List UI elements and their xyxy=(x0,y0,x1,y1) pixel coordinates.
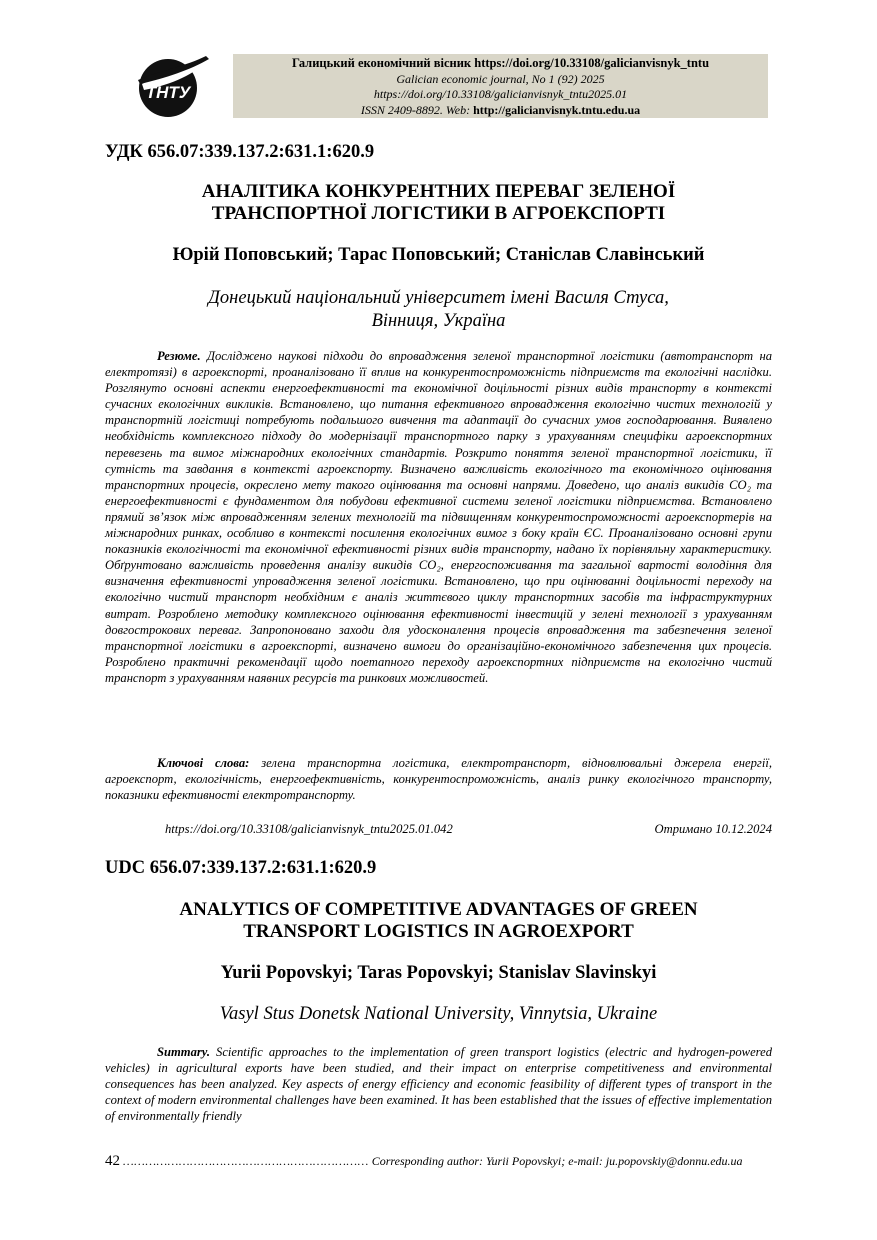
abstract-ua xyxy=(105,348,772,686)
abstract-ua-label: Резюме. xyxy=(157,349,201,363)
article-doi-link[interactable]: https://doi.org/10.33108/galicianvisnyk_tntu2025.01.042 xyxy=(165,822,453,836)
title-ua-line1: АНАЛІТИКА КОНКУРЕНТНИХ ПЕРЕВАГ ЗЕЛЕНОЇ xyxy=(201,181,676,202)
affiliation-ua xyxy=(105,287,772,333)
summary-en-text: Scientific approaches to the implementation of green transport logistics (electric and hydrogen-powered vehicles) in agricultural exports have been studied, and their impact on enterprise competitiveness and environmental consequences has been analyzed. Key aspects of energy efficiency and economic feasibility of different types of transport in the context of modern environmental challenges have been examined. It has been established that the issues of effective implementation of environmentally friendly xyxy=(105,1045,772,1124)
journal-header xyxy=(233,54,768,118)
abstract-ua-text: Досліджено наукові підходи до впровадження зеленої транспортної логістики (автотранспорт на електротязі) в агроекспорті, проаналізовано її вплив на конкурентоспроможність підприємств та екологічні наслідки. Розглянуто основні аспекти енергоефективності та економічної доцільності різних видів транспорту в контексті сучасних екологічних викликів. Встановлено, що питання ефективного впровадження екологічно чистих технологій у транспортній логістиці потребують подальшого вивчення та адаптації до сучасних умов господарювання. Виявлено необхідність комплексного підходу до модернізації транспортного парку з урахуванням специфіки агроекспортних перевезень та вимог міжнародних екологічних стандартів. Розкрито поняття зеленої транспортної логістики, її сутність та завдання в контексті агроекспорту. Визначено важливість екологічного та економічного оцінювання транспортних процесів, окреслено мету такого оцінювання та основні напрями. Доведено, що аналіз викидів CO₂ та енергоефективності є фундаментом для побудови ефективної системи зеленої логістики підприємства. Встановлено прямий зв’язок між впровадженням зелених технологій та підвищенням конкурентоспроможності агроекспортерів на міжнародних ринках, особливо в контексті посилення екологічних вимог з боку країн ЄС. Проаналізовано основні групи показників екологічності та економічної ефективності різних видів транспорту, надано їх порівняльну характеристику. Обґрунтовано важливість проведення аналізу викидів CO₂, енергоспоживання та загальної вартості володіння для визначення ефективності упровадження зеленої логістики. Встановлено, що при оцінюванні доцільності переходу на екологічно чистий транспорт необхідним є аналіз життєвого циклу транспортних засобів та інфраструктурних витрат. Розроблено методику комплексного оцінювання ефективності інвестицій у зелені технології з урахуванням довгострокових переваг. Запропоновано заходи для удосконалення процесів впровадження та забезпечення зеленої транспортної логістики в агроекспорті, визначено вимоги до організаційно-економічного забезпечення цих процесів. Розроблено практичні рекомендації щодо поетапного переходу агроекспортних підприємств на екологічно чистий транспорт з урахуванням наявних ресурсів та ринкових можливостей. xyxy=(105,349,772,685)
received-date: Отримано 10.12.2024 xyxy=(654,822,772,836)
footer-leader-dots: ………………………………………………………… xyxy=(123,1154,369,1168)
page-number: 42 xyxy=(105,1153,120,1169)
journal-issn-line xyxy=(233,103,768,119)
journal-title-en: Galician economic journal, No 1 (92) 2025 xyxy=(396,71,605,86)
summary-en xyxy=(105,1044,772,1124)
udc-en: UDC 656.07:339.137.2:631.1:620.9 xyxy=(105,858,377,878)
affiliation-en: Vasyl Stus Donetsk National University, Vinnytsia, Ukraine xyxy=(219,1004,658,1024)
journal-title-ua: Галицький економічний вісник https://doi.org/10.33108/galicianvisnyk_tntu xyxy=(291,56,710,70)
title-en-line1: ANALYTICS OF COMPETITIVE ADVANTAGES OF GREEN xyxy=(179,899,698,920)
udc-ua: УДК 656.07:339.137.2:631.1:620.9 xyxy=(105,142,375,162)
affiliation-ua-line2: Вінниця, Україна xyxy=(371,311,506,331)
title-en-line2: TRANSPORT LOGISTICS IN AGROEXPORT xyxy=(243,921,634,942)
logo-text: ТНТУ xyxy=(145,83,191,102)
keywords-ua-label: Ключові слова: xyxy=(157,756,250,770)
title-ua-line2: ТРАНСПОРТНОЇ ЛОГІСТИКИ В АГРОЕКСПОРТІ xyxy=(211,203,666,224)
affiliation-ua-line1: Донецький національний університет імені Василя Стуса, xyxy=(208,288,669,308)
journal-issn: ISSN 2409-8892. Web: xyxy=(360,102,471,117)
authors-ua: Юрій Поповський; Тарас Поповський; Станіслав Славінський xyxy=(172,245,705,265)
authors-en: Yurii Popovskyi; Taras Popovskyi; Stanislav Slavinskyi xyxy=(220,963,657,983)
page-footer xyxy=(105,1153,772,1170)
keywords-ua-text: зелена транспортна логістика, електротранспорт, відновлювальні джерела енергії, агроекспорт, екологічність, енергоефективність, конкурентоспроможність, аналіз ринку екологічного транспорту, показники ефективності електротранспорту. xyxy=(105,756,772,803)
keywords-ua xyxy=(105,755,772,803)
title-ua xyxy=(105,181,772,225)
journal-issue-doi[interactable]: https://doi.org/10.33108/galicianvisnyk_tntu2025.01 xyxy=(373,87,628,101)
title-en xyxy=(105,899,772,943)
summary-en-label: Summary. xyxy=(157,1045,211,1059)
journal-web-link[interactable]: http://galicianvisnyk.tntu.edu.ua xyxy=(473,102,641,117)
tntu-logo xyxy=(134,54,210,120)
corresponding-author: Corresponding author: Yurii Popovskyi; e-mail: ju.popovskiy@donnu.edu.ua xyxy=(371,1154,743,1168)
